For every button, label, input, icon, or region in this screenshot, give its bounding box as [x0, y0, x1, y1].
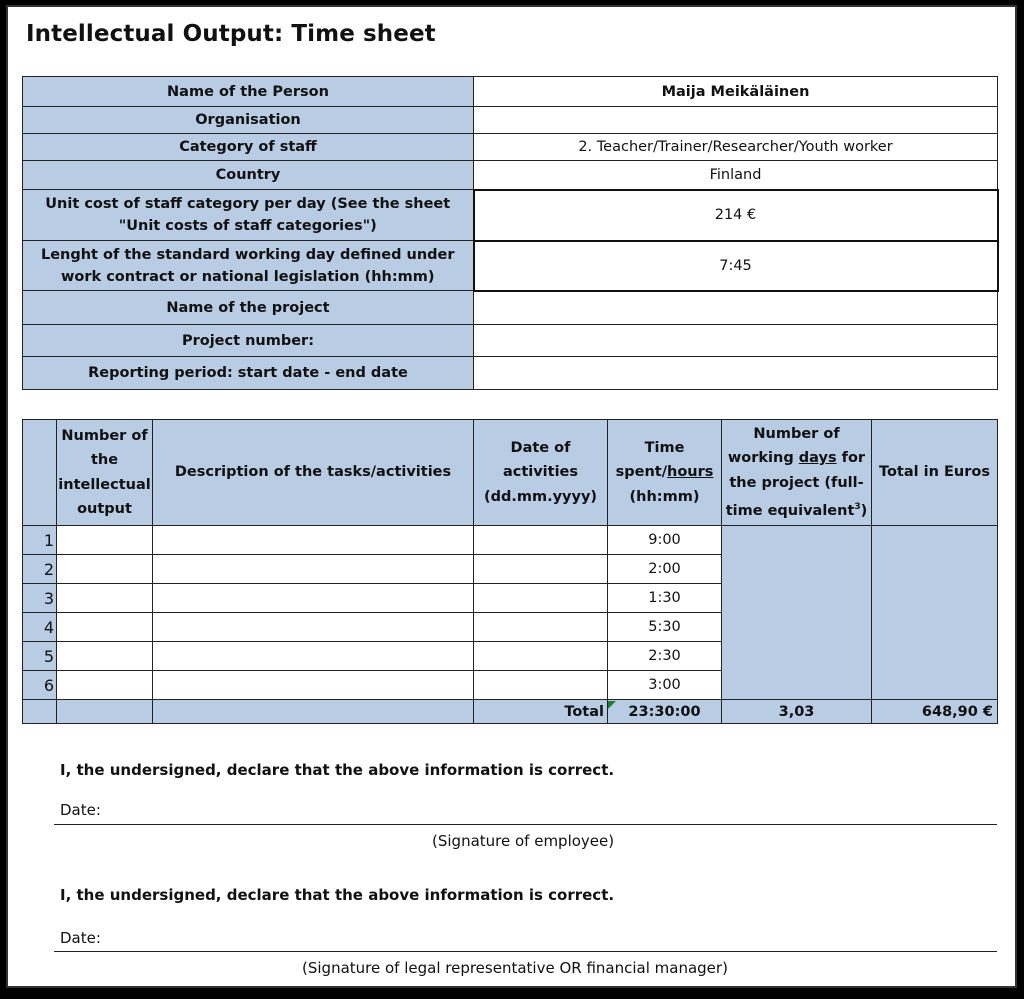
date-label-2: Date:	[60, 929, 101, 947]
io-cell[interactable]	[57, 613, 153, 642]
time-cell[interactable]: 5:30	[608, 613, 722, 642]
declaration-text-1: I, the undersigned, declare that the above information is correct.	[60, 761, 615, 779]
description-cell[interactable]	[153, 613, 474, 642]
activities-table	[22, 419, 998, 724]
days-header	[722, 420, 872, 526]
table-row	[23, 526, 998, 555]
total-days: 3,03	[722, 700, 872, 724]
total-euros-header: Total in Euros	[872, 420, 998, 526]
row-number-header	[23, 420, 57, 526]
days-merged-cell	[722, 526, 872, 700]
info-row	[23, 357, 998, 390]
total-time: 23:30:00	[608, 700, 722, 724]
row-number: 3	[23, 584, 57, 613]
time-sheet	[8, 7, 1015, 986]
total-euros: 648,90 €	[872, 700, 998, 724]
info-row	[23, 190, 998, 241]
time-header-hours: hours	[667, 464, 714, 481]
description-cell[interactable]	[153, 555, 474, 584]
days-header-text: Number of working	[727, 425, 840, 467]
info-label: Category of staff	[23, 134, 474, 161]
signature-caption-2: (Signature of legal representative OR financial manager)	[302, 959, 728, 977]
io-header: Number of the intellectual output	[57, 420, 153, 526]
info-label: Name of the project	[23, 291, 474, 325]
row-number: 2	[23, 555, 57, 584]
euros-merged-cell	[872, 526, 998, 700]
info-value[interactable]: 7:45	[474, 241, 998, 291]
time-header-unit: (hh:mm)	[629, 488, 700, 505]
io-cell[interactable]	[57, 642, 153, 671]
date-header: Date of activities (dd.mm.yyyy)	[474, 420, 608, 526]
info-value[interactable]: Finland	[474, 161, 998, 190]
info-row	[23, 325, 998, 357]
date-cell[interactable]	[474, 584, 608, 613]
io-cell[interactable]	[57, 526, 153, 555]
header-row	[23, 420, 998, 526]
date-cell[interactable]	[474, 613, 608, 642]
info-row	[23, 161, 998, 190]
time-cell[interactable]: 2:30	[608, 642, 722, 671]
info-value[interactable]: Maija Meikäläinen	[474, 77, 998, 107]
days-header-footnote: 3	[854, 502, 861, 513]
description-cell[interactable]	[153, 642, 474, 671]
info-value[interactable]	[474, 291, 998, 325]
signature-line-1[interactable]	[54, 824, 997, 825]
date-cell[interactable]	[474, 642, 608, 671]
info-row	[23, 107, 998, 134]
info-row	[23, 77, 998, 107]
time-cell[interactable]: 1:30	[608, 584, 722, 613]
info-row	[23, 241, 998, 291]
description-header: Description of the tasks/activities	[153, 420, 474, 526]
row-number: 5	[23, 642, 57, 671]
description-cell[interactable]	[153, 584, 474, 613]
date-cell[interactable]	[474, 555, 608, 584]
signature-line-2[interactable]	[54, 951, 997, 952]
io-cell[interactable]	[57, 671, 153, 700]
total-row-blank	[23, 700, 57, 724]
time-header-text: Time spent/	[615, 439, 685, 481]
info-value[interactable]	[474, 357, 998, 390]
description-cell[interactable]	[153, 671, 474, 700]
info-value[interactable]: 214 €	[474, 190, 998, 241]
info-value[interactable]	[474, 325, 998, 357]
days-header-days: days	[798, 450, 837, 467]
info-label: Country	[23, 161, 474, 190]
cell-comment-indicator-icon	[608, 701, 616, 709]
total-row	[23, 700, 998, 724]
time-header	[608, 420, 722, 526]
info-row	[23, 134, 998, 161]
page-title: Intellectual Output: Time sheet	[26, 21, 436, 47]
info-label: Reporting period: start date - end date	[23, 357, 474, 390]
days-header-rest: for the project (full-time equivalent	[725, 450, 866, 519]
total-row-blank	[153, 700, 474, 724]
total-row-blank	[57, 700, 153, 724]
info-table	[22, 76, 999, 390]
info-label: Unit cost of staff category per day (See the sheet "Unit costs of staff categories")	[23, 190, 474, 241]
row-number: 1	[23, 526, 57, 555]
info-row	[23, 291, 998, 325]
row-number: 6	[23, 671, 57, 700]
date-label-1: Date:	[60, 801, 101, 819]
info-value[interactable]	[474, 107, 998, 134]
info-label: Project number:	[23, 325, 474, 357]
date-cell[interactable]	[474, 526, 608, 555]
io-cell[interactable]	[57, 555, 153, 584]
info-label: Name of the Person	[23, 77, 474, 107]
row-number: 4	[23, 613, 57, 642]
days-header-close: )	[860, 502, 868, 519]
total-label: Total	[474, 700, 608, 724]
io-cell[interactable]	[57, 584, 153, 613]
info-label: Lenght of the standard working day defined under work contract or national legislation (hh:mm)	[23, 241, 474, 291]
info-value[interactable]: 2. Teacher/Trainer/Researcher/Youth worker	[474, 134, 998, 161]
time-cell[interactable]: 3:00	[608, 671, 722, 700]
signature-caption-1: (Signature of employee)	[432, 832, 615, 850]
description-cell[interactable]	[153, 526, 474, 555]
date-cell[interactable]	[474, 671, 608, 700]
time-cell[interactable]: 2:00	[608, 555, 722, 584]
declaration-text-2: I, the undersigned, declare that the above information is correct.	[60, 886, 615, 904]
time-cell[interactable]: 9:00	[608, 526, 722, 555]
info-label: Organisation	[23, 107, 474, 134]
